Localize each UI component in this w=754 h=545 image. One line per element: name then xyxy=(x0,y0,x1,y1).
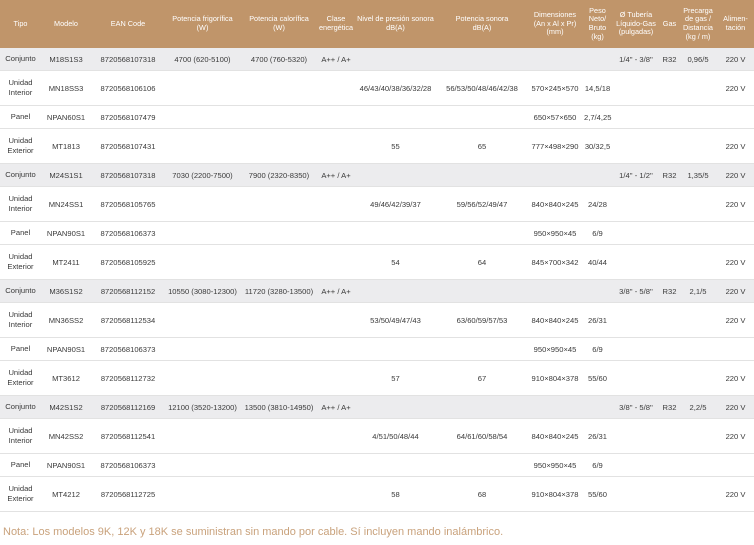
table-cell: 14,5/18 xyxy=(583,71,612,106)
table-cell xyxy=(717,222,754,245)
table-cell: 6/9 xyxy=(583,338,612,361)
table-cell xyxy=(318,303,354,338)
table-cell: 8720568106373 xyxy=(91,222,165,245)
table-cell: 49/46/42/39/37 xyxy=(354,187,437,222)
table-cell xyxy=(679,71,717,106)
table-cell xyxy=(240,338,318,361)
table-cell: 26/31 xyxy=(583,419,612,454)
table-cell xyxy=(612,187,660,222)
table-cell: 57 xyxy=(354,361,437,396)
table-cell: 220 V xyxy=(717,477,754,512)
table-cell xyxy=(354,280,437,303)
table-cell: 840×840×245 xyxy=(527,303,583,338)
column-header: Precarga de gas / Distancia (kg / m) xyxy=(679,0,717,48)
table-cell xyxy=(527,164,583,187)
table-cell: 10550 (3080-12300) xyxy=(165,280,240,303)
table-cell: 8720568107431 xyxy=(91,129,165,164)
table-cell xyxy=(318,187,354,222)
table-cell: 4700 (760-5320) xyxy=(240,48,318,71)
table-cell xyxy=(240,454,318,477)
table-cell xyxy=(583,280,612,303)
table-cell xyxy=(660,106,679,129)
table-cell: 12100 (3520-13200) xyxy=(165,396,240,419)
table-cell: Unidad Interior xyxy=(0,419,41,454)
table-cell: M24S1S1 xyxy=(41,164,91,187)
table-cell xyxy=(612,129,660,164)
table-cell: 6/9 xyxy=(583,222,612,245)
table-cell xyxy=(679,338,717,361)
table-row xyxy=(0,71,754,106)
table-cell xyxy=(240,222,318,245)
table-cell: 220 V xyxy=(717,396,754,419)
table-cell xyxy=(354,164,437,187)
table-cell xyxy=(354,338,437,361)
table-cell: R32 xyxy=(660,396,679,419)
table-cell xyxy=(679,129,717,164)
table-cell: MT1813 xyxy=(41,129,91,164)
table-cell xyxy=(354,48,437,71)
table-cell xyxy=(527,48,583,71)
table-cell xyxy=(717,106,754,129)
table-cell: 64 xyxy=(437,245,527,280)
table-cell: MN24SS1 xyxy=(41,187,91,222)
table-cell: 67 xyxy=(437,361,527,396)
table-row xyxy=(0,338,754,361)
table-cell: NPAN90S1 xyxy=(41,222,91,245)
table-cell xyxy=(679,106,717,129)
table-cell: 910×804×378 xyxy=(527,361,583,396)
table-cell xyxy=(679,454,717,477)
table-cell xyxy=(612,361,660,396)
table-cell xyxy=(612,106,660,129)
table-cell: 1,35/5 xyxy=(679,164,717,187)
table-cell xyxy=(240,129,318,164)
table-cell: M36S1S2 xyxy=(41,280,91,303)
table-cell xyxy=(354,222,437,245)
table-cell: A++ / A+ xyxy=(318,280,354,303)
table-cell xyxy=(165,361,240,396)
table-cell xyxy=(583,48,612,71)
table-cell xyxy=(240,361,318,396)
column-header: EAN Code xyxy=(91,0,165,48)
table-cell: 0,96/5 xyxy=(679,48,717,71)
table-cell xyxy=(679,245,717,280)
table-cell xyxy=(612,454,660,477)
table-cell: Panel xyxy=(0,454,41,477)
table-cell: 8720568112732 xyxy=(91,361,165,396)
table-cell xyxy=(437,396,527,419)
table-cell: Unidad Exterior xyxy=(0,361,41,396)
column-header: Tipo xyxy=(0,0,41,48)
column-header: Potencia calorífica (W) xyxy=(240,0,318,48)
table-cell xyxy=(318,361,354,396)
table-cell: Panel xyxy=(0,338,41,361)
table-cell: 845×700×342 xyxy=(527,245,583,280)
table-cell: 56/53/50/48/46/42/38 xyxy=(437,71,527,106)
table-cell: 63/60/59/57/53 xyxy=(437,303,527,338)
table-cell xyxy=(165,245,240,280)
table-row xyxy=(0,419,754,454)
table-cell: 950×950×45 xyxy=(527,454,583,477)
table-cell: 220 V xyxy=(717,48,754,71)
table-cell xyxy=(318,222,354,245)
table-cell: NPAN60S1 xyxy=(41,106,91,129)
table-cell: 220 V xyxy=(717,187,754,222)
table-cell xyxy=(583,396,612,419)
table-row xyxy=(0,361,754,396)
table-cell xyxy=(240,419,318,454)
table-cell: 1/4'' - 1/2'' xyxy=(612,164,660,187)
column-header: Potencia frigorífica (W) xyxy=(165,0,240,48)
table-cell xyxy=(660,187,679,222)
table-cell xyxy=(679,361,717,396)
table-cell: 650×57×650 xyxy=(527,106,583,129)
table-cell xyxy=(660,361,679,396)
table-cell: M18S1S3 xyxy=(41,48,91,71)
table-cell: 950×950×45 xyxy=(527,338,583,361)
table-cell xyxy=(612,338,660,361)
table-cell: 910×804×378 xyxy=(527,477,583,512)
table-cell: 220 V xyxy=(717,419,754,454)
table-cell: Unidad Exterior xyxy=(0,245,41,280)
column-header: Dimensiones (An x Al x Pr) (mm) xyxy=(527,0,583,48)
table-cell xyxy=(717,454,754,477)
table-cell: 65 xyxy=(437,129,527,164)
table-cell xyxy=(437,280,527,303)
table-cell xyxy=(240,303,318,338)
table-cell xyxy=(318,338,354,361)
table-cell xyxy=(165,303,240,338)
table-cell xyxy=(240,187,318,222)
table-cell: 6/9 xyxy=(583,454,612,477)
table-cell: 840×840×245 xyxy=(527,419,583,454)
table-cell: 220 V xyxy=(717,129,754,164)
table-cell: 2,1/5 xyxy=(679,280,717,303)
table-cell xyxy=(165,454,240,477)
table-cell: 55 xyxy=(354,129,437,164)
table-cell xyxy=(437,222,527,245)
table-cell: 8720568106373 xyxy=(91,338,165,361)
table-cell xyxy=(660,129,679,164)
table-cell: MN18SS3 xyxy=(41,71,91,106)
table-cell xyxy=(660,477,679,512)
table-cell xyxy=(679,419,717,454)
table-row xyxy=(0,303,754,338)
table-cell: 30/32,5 xyxy=(583,129,612,164)
table-cell: MT2411 xyxy=(41,245,91,280)
column-header: Nivel de presión sonora dB(A) xyxy=(354,0,437,48)
table-cell xyxy=(318,129,354,164)
table-cell: 840×840×245 xyxy=(527,187,583,222)
table-cell xyxy=(660,303,679,338)
table-cell xyxy=(660,454,679,477)
table-cell: A++ / A+ xyxy=(318,48,354,71)
table-row xyxy=(0,222,754,245)
table-cell: 46/43/40/38/36/32/28 xyxy=(354,71,437,106)
table-cell: 7030 (2200-7500) xyxy=(165,164,240,187)
table-cell: Unidad Interior xyxy=(0,303,41,338)
table-body xyxy=(0,48,754,512)
table-cell: R32 xyxy=(660,48,679,71)
table-cell: NPAN90S1 xyxy=(41,338,91,361)
table-cell: Unidad Exterior xyxy=(0,477,41,512)
table-row xyxy=(0,245,754,280)
table-cell: Unidad Interior xyxy=(0,71,41,106)
table-cell xyxy=(165,106,240,129)
table-cell: 55/60 xyxy=(583,361,612,396)
table-cell xyxy=(240,477,318,512)
table-cell: MT4212 xyxy=(41,477,91,512)
table-cell: Panel xyxy=(0,106,41,129)
column-header: Ø Tubería Líquido-Gas (pulgadas) xyxy=(612,0,660,48)
table-cell: 40/44 xyxy=(583,245,612,280)
table-cell: 3/8'' - 5/8'' xyxy=(612,280,660,303)
table-cell xyxy=(437,164,527,187)
table-cell: 8720568112541 xyxy=(91,419,165,454)
table-cell: 53/50/49/47/43 xyxy=(354,303,437,338)
table-cell xyxy=(354,396,437,419)
table-cell xyxy=(660,419,679,454)
table-cell: Unidad Interior xyxy=(0,187,41,222)
table-cell: 11720 (3280-13500) xyxy=(240,280,318,303)
table-cell xyxy=(240,245,318,280)
table-cell xyxy=(318,71,354,106)
column-header: Clase energética xyxy=(318,0,354,48)
table-cell xyxy=(679,187,717,222)
table-cell xyxy=(318,454,354,477)
table-cell xyxy=(679,303,717,338)
table-cell xyxy=(660,245,679,280)
table-row xyxy=(0,396,754,419)
table-cell xyxy=(612,419,660,454)
table-cell: 4700 (620-5100) xyxy=(165,48,240,71)
table-cell: 13500 (3810-14950) xyxy=(240,396,318,419)
table-cell xyxy=(660,71,679,106)
table-cell: Conjunto xyxy=(0,396,41,419)
table-cell: Panel xyxy=(0,222,41,245)
table-cell xyxy=(717,338,754,361)
table-cell xyxy=(612,222,660,245)
table-cell xyxy=(612,245,660,280)
table-row xyxy=(0,454,754,477)
column-header: Peso Neto/ Bruto (kg) xyxy=(583,0,612,48)
table-row xyxy=(0,280,754,303)
table-cell xyxy=(165,71,240,106)
table-cell xyxy=(437,106,527,129)
table-cell: A++ / A+ xyxy=(318,396,354,419)
table-header-row xyxy=(0,0,754,48)
table-cell: 8720568107318 xyxy=(91,164,165,187)
table-row xyxy=(0,164,754,187)
table-cell: 2,2/5 xyxy=(679,396,717,419)
table-cell: 3/8'' - 5/8'' xyxy=(612,396,660,419)
table-cell: Conjunto xyxy=(0,48,41,71)
table-cell: 4/51/50/48/44 xyxy=(354,419,437,454)
table-cell: 220 V xyxy=(717,303,754,338)
table-cell xyxy=(165,419,240,454)
table-cell: 8720568112725 xyxy=(91,477,165,512)
table-cell xyxy=(354,106,437,129)
table-cell xyxy=(240,106,318,129)
table-cell xyxy=(679,477,717,512)
table-cell: 7900 (2320-8350) xyxy=(240,164,318,187)
table-cell: 8720568105925 xyxy=(91,245,165,280)
table-cell: 64/61/60/58/54 xyxy=(437,419,527,454)
table-cell xyxy=(165,222,240,245)
table-cell xyxy=(165,129,240,164)
column-header: Modelo xyxy=(41,0,91,48)
table-cell xyxy=(612,71,660,106)
table-cell xyxy=(318,477,354,512)
table-cell xyxy=(165,477,240,512)
table-cell: 220 V xyxy=(717,71,754,106)
table-cell: 68 xyxy=(437,477,527,512)
table-cell: 8720568112534 xyxy=(91,303,165,338)
table-cell: MT3612 xyxy=(41,361,91,396)
table-cell: 8720568106373 xyxy=(91,454,165,477)
table-cell xyxy=(318,419,354,454)
table-cell: 220 V xyxy=(717,280,754,303)
table-cell: MN36SS2 xyxy=(41,303,91,338)
table-row xyxy=(0,477,754,512)
table-cell xyxy=(527,280,583,303)
table-cell xyxy=(612,477,660,512)
column-header: Potencia sonora dB(A) xyxy=(437,0,527,48)
table-cell: R32 xyxy=(660,164,679,187)
table-cell: M42S1S2 xyxy=(41,396,91,419)
table-cell: 950×950×45 xyxy=(527,222,583,245)
table-cell: 8720568107318 xyxy=(91,48,165,71)
table-cell: 570×245×570 xyxy=(527,71,583,106)
table-cell xyxy=(437,338,527,361)
table-cell: NPAN90S1 xyxy=(41,454,91,477)
table-row xyxy=(0,48,754,71)
table-cell xyxy=(583,164,612,187)
table-cell: 1/4'' - 3/8'' xyxy=(612,48,660,71)
table-cell xyxy=(437,454,527,477)
table-cell xyxy=(165,338,240,361)
table-cell: 2,7/4,25 xyxy=(583,106,612,129)
table-cell: 8720568112152 xyxy=(91,280,165,303)
table-cell: 777×498×290 xyxy=(527,129,583,164)
table-row xyxy=(0,129,754,164)
table-row xyxy=(0,106,754,129)
table-cell: 54 xyxy=(354,245,437,280)
table-cell xyxy=(679,222,717,245)
table-cell: 8720568106106 xyxy=(91,71,165,106)
table-cell xyxy=(240,71,318,106)
table-cell: Unidad Exterior xyxy=(0,129,41,164)
table-cell: 59/56/52/49/47 xyxy=(437,187,527,222)
table-cell: 8720568105765 xyxy=(91,187,165,222)
table-cell xyxy=(660,338,679,361)
table-cell: 8720568107479 xyxy=(91,106,165,129)
table-cell: 58 xyxy=(354,477,437,512)
table-cell: 26/31 xyxy=(583,303,612,338)
table-cell: 24/28 xyxy=(583,187,612,222)
table-cell: 220 V xyxy=(717,164,754,187)
table-cell xyxy=(527,396,583,419)
table-cell: A++ / A+ xyxy=(318,164,354,187)
table-cell xyxy=(318,245,354,280)
table-cell xyxy=(612,303,660,338)
table-row xyxy=(0,187,754,222)
table-cell: 220 V xyxy=(717,245,754,280)
table-cell xyxy=(318,106,354,129)
table-cell xyxy=(354,454,437,477)
table-cell xyxy=(165,187,240,222)
table-cell: MN42SS2 xyxy=(41,419,91,454)
table-cell xyxy=(660,222,679,245)
column-header: Gas xyxy=(660,0,679,48)
table-cell: 8720568112169 xyxy=(91,396,165,419)
table-cell: Conjunto xyxy=(0,164,41,187)
table-cell xyxy=(437,48,527,71)
footnote: Nota: Los modelos 9K, 12K y 18K se suministran sin mando por cable. Sí incluyen mando inalámbrico. xyxy=(3,526,504,538)
table-cell: 220 V xyxy=(717,361,754,396)
table-cell: 55/60 xyxy=(583,477,612,512)
column-header: Alimen- tación xyxy=(717,0,754,48)
table-cell: R32 xyxy=(660,280,679,303)
table-cell: Conjunto xyxy=(0,280,41,303)
